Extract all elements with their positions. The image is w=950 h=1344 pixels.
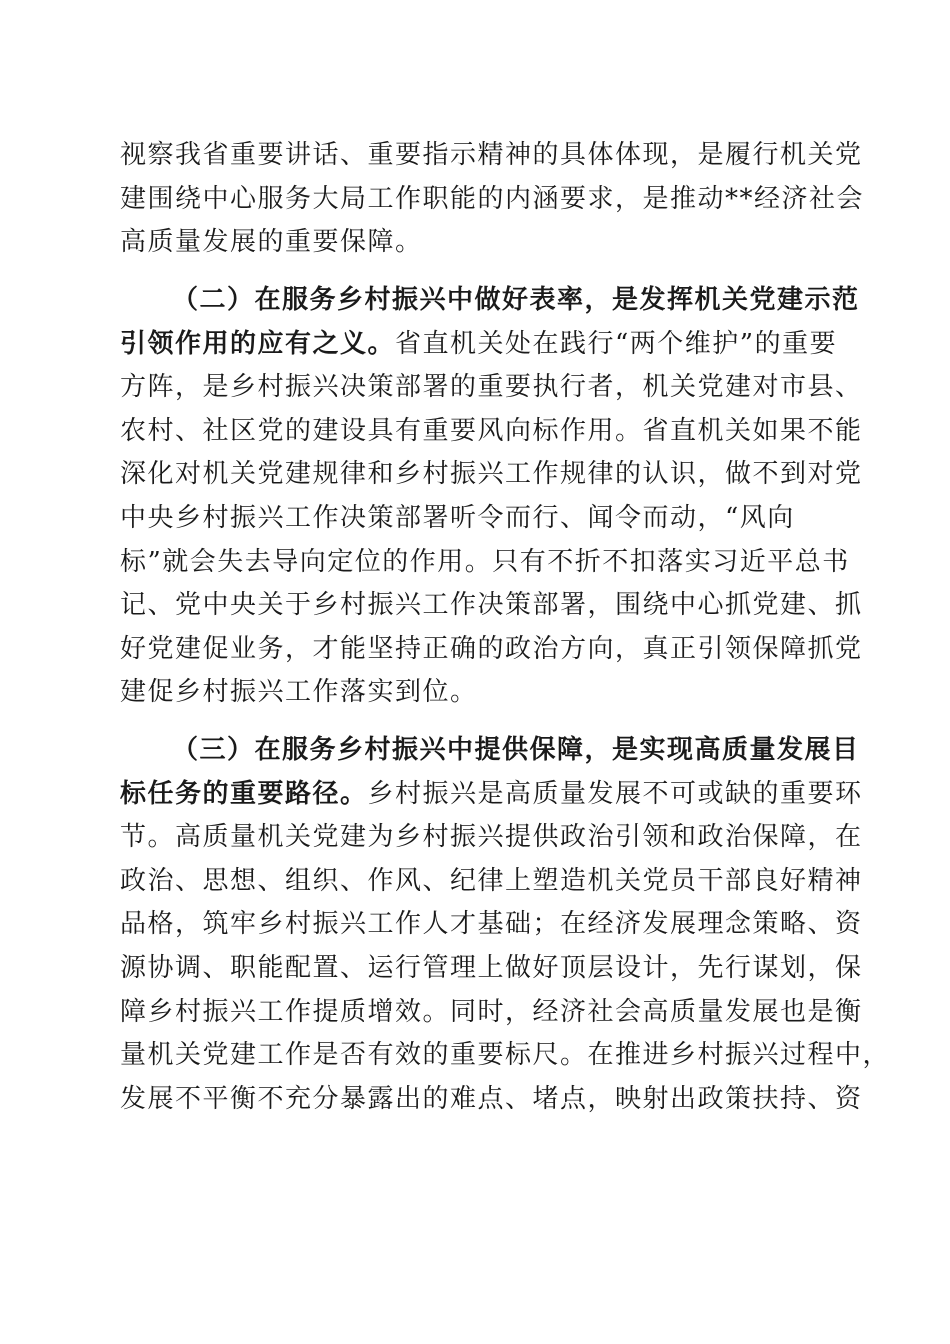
body-line	[120, 223, 840, 261]
line-text: 视察我省重要讲话、重要指示精神的具体体现，是履行机关党	[120, 140, 863, 170]
line-text: 乡村振兴是高质量发展不可或缺的重要环	[367, 779, 863, 809]
body-line	[120, 136, 863, 174]
section-heading-line	[172, 731, 892, 769]
body-line	[120, 180, 865, 218]
body-line	[120, 543, 850, 581]
body-line	[120, 905, 863, 943]
line-text: 省直机关处在践行“两个维护”的重要	[395, 329, 838, 359]
body-line	[120, 412, 863, 450]
line-text: 方阵，是乡村振兴决策部署的重要执行者，机关党建对市县、	[120, 372, 863, 402]
line-text: 中央乡村振兴工作决策部署听令而行、闻令而动，“风向	[120, 503, 795, 533]
body-line	[120, 630, 863, 668]
section-heading-3: （三）在服务乡村振兴中提供保障，是实现高质量发展目	[172, 735, 860, 765]
line-text: 好党建促业务，才能坚持正确的政治方向，真正引领保障抓党	[120, 634, 863, 664]
line-text: 农村、社区党的建设具有重要风向标作用。省直机关如果不能	[120, 416, 863, 446]
section-heading-2: （二）在服务乡村振兴中做好表率，是发挥机关党建示范	[172, 285, 860, 315]
line-text: 障乡村振兴工作提质增效。同时，经济社会高质量发展也是衡	[120, 997, 863, 1027]
body-line	[120, 775, 863, 813]
section-heading-line	[172, 281, 892, 319]
line-text: 高质量发展的重要保障。	[120, 227, 423, 257]
line-text: 政治、思想、组织、作风、纪律上塑造机关党员干部良好精神	[120, 866, 863, 896]
body-line	[120, 499, 840, 537]
body-line	[120, 1080, 863, 1118]
body-line	[120, 368, 863, 406]
body-line	[120, 862, 863, 900]
line-text: 发展不平衡不充分暴露出的难点、堵点，映射出政策扶持、资	[120, 1084, 863, 1114]
body-line	[120, 325, 840, 363]
line-text: 记、党中央关于乡村振兴工作决策部署，围绕中心抓党建、抓	[120, 590, 863, 620]
line-text: 源协调、职能配置、运行管理上做好顶层设计，先行谋划，保	[120, 953, 863, 983]
line-text: 建促乡村振兴工作落实到位。	[120, 677, 478, 707]
line-text: 品格，筑牢乡村振兴工作人才基础；在经济发展理念策略、资	[120, 909, 863, 939]
body-line	[120, 586, 863, 624]
line-text: 深化对机关党建规律和乡村振兴工作规律的认识，做不到对党	[120, 459, 863, 489]
section-heading-2-end: 引领作用的应有之义。	[120, 329, 396, 359]
line-text: 节。高质量机关党建为乡村振兴提供政治引领和政治保障，在	[120, 822, 863, 852]
line-text: 量机关党建工作是否有效的重要标尺。在推进乡村振兴过程中，	[120, 1040, 891, 1070]
body-line	[120, 1036, 891, 1074]
body-line	[120, 949, 863, 987]
body-line	[120, 673, 840, 711]
line-text: 建围绕中心服务大局工作职能的内涵要求，是推动**经济社会	[120, 184, 865, 214]
line-text: 标”就会失去导向定位的作用。只有不折不扣落实习近平总书	[120, 547, 850, 577]
section-heading-3-end: 标任务的重要路径。	[120, 779, 368, 809]
body-line	[120, 455, 863, 493]
body-line	[120, 993, 863, 1031]
body-line	[120, 818, 863, 856]
